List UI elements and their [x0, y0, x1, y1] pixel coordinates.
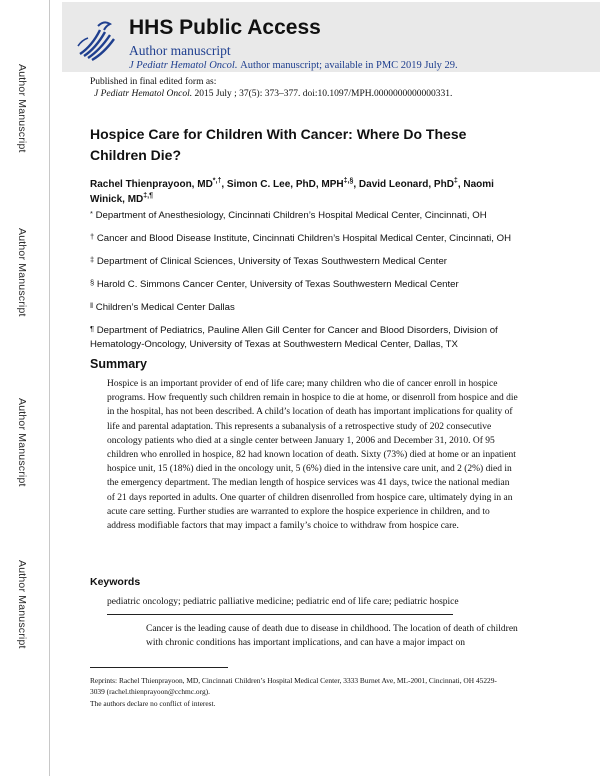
affiliation-item: [90, 276, 525, 292]
affiliation-mark: ¶: [90, 324, 95, 333]
publication-info: [90, 76, 452, 100]
body-paragraph: Cancer is the leading cause of death due to disease in childhood. The location of death of children with chronic conditions has important implications, and can have a major impact on: [146, 624, 518, 649]
header-subtitle: Author manuscript: [129, 43, 231, 58]
affiliation-mark: ‡: [90, 255, 95, 264]
author-separator: ,: [353, 179, 359, 190]
affiliation-mark: *: [90, 209, 93, 218]
affiliation-item: [90, 322, 525, 352]
author-separator: ,: [457, 179, 464, 190]
author-name: Naomi Winick, MD: [90, 179, 494, 205]
affiliation-mark: §: [90, 278, 95, 287]
author-separator: ,: [221, 179, 227, 190]
keywords-heading: Keywords: [90, 576, 141, 588]
affiliation-mark: †: [90, 232, 95, 241]
article-title: Hospice Care for Children With Cancer: Where Do These Children Die?: [90, 126, 467, 163]
author-affiliation-marks: *,†: [212, 177, 222, 185]
affiliation-text: Department of Clinical Sciences, University of Texas Southwestern Medical Center: [96, 256, 447, 267]
author-affiliation-marks: ‡,¶: [143, 192, 153, 200]
affiliation-list: [90, 207, 525, 359]
publication-details: 2015 July ; 37(5): 373–377. doi:10.1097/MPH.0000000000000331.: [194, 89, 453, 99]
summary-text: Hospice is an important provider of end of life care; many children who die of cancer enroll in hospice programs. How frequently such children remain in hospice to die at home, or disenroll from hospice and die in the hospital, has not been described. A child’s location of death has important implications for quality of life and parental adaptation. This represents a subanalysis of a retrospective study of 202 consecutive oncology patients who died at a single center between January 1, 2006 and December 31, 2010. Of 95 children who enrolled in hospice, 82 had known location of death. Sixty (73%) died at home or an inpatient hospice unit, 15 (18%) died in the oncology unit, 5 (6%) died in the intensive care unit, and 2 (2%) died in the emergency department. The median length of hospice services was 41 days, twice the national median of 21 days reported in adults. One quarter of children disenrolled from hospice care, ultimately dying in an acute care setting. Further studies are warranted to explore the hospice experience in children, and to address modifiable factors that may impact a family’s choice to withdraw from hospice care.: [107, 379, 518, 532]
margin-divider: [49, 0, 50, 776]
publication-label: Published in final edited form as:: [90, 77, 217, 87]
publication-journal: J Pediatr Hematol Oncol.: [94, 89, 193, 99]
affiliation-item: [90, 253, 525, 269]
affiliation-text: Cancer and Blood Disease Institute, Cincinnati Children’s Hospital Medical Center, Cincinnati, OH: [96, 233, 512, 244]
author-name: Simon C. Lee, PhD, MPH: [226, 179, 344, 190]
publication-citation: [90, 88, 452, 100]
affiliation-text: Harold C. Simmons Cancer Center, University of Texas Southwestern Medical Center: [96, 279, 459, 290]
author-name: David Leonard, PhD: [358, 179, 454, 190]
keywords-divider: [107, 614, 453, 615]
header-title: HHS Public Access: [129, 16, 321, 39]
hhs-eagle-logo-icon: [74, 16, 120, 62]
affiliation-mark: ‖: [90, 301, 94, 310]
author-list: [90, 177, 520, 207]
affiliation-item: [90, 207, 525, 223]
affiliation-text: Department of Anesthesiology, Cincinnati Children’s Hospital Medical Center, Cincinnati, OH: [95, 210, 487, 221]
margin-label: Author Manuscript: [16, 560, 28, 649]
affiliation-text: Children’s Medical Center Dallas: [95, 302, 235, 313]
footnotes: [90, 676, 510, 712]
affiliation-item: [90, 230, 525, 246]
keywords-text: pediatric oncology; pediatric palliative medicine; pediatric end of life care; pediatric hospice: [107, 597, 459, 607]
author-affiliation-marks: ‡: [453, 177, 458, 185]
header-citation: [129, 60, 458, 71]
affiliation-text: Department of Pediatrics, Pauline Allen Gill Center for Cancer and Blood Disorders, Division of Hematology-Oncology, University of Texas at Southwestern Medical Center, Dallas, TX: [90, 325, 498, 350]
header-journal: J Pediatr Hematol Oncol.: [129, 60, 238, 71]
footnote-divider: [90, 667, 228, 668]
header-availability: Author manuscript; available in PMC 2019 July 29.: [240, 60, 458, 71]
affiliation-item: [90, 299, 525, 315]
author-name: Rachel Thienprayoon, MD: [90, 179, 213, 190]
author-affiliation-marks: ‡,§: [343, 177, 354, 185]
summary-heading: Summary: [90, 357, 147, 371]
conflict-footnote: The authors declare no conflict of interest.: [90, 699, 216, 708]
margin-label: Author Manuscript: [16, 64, 28, 153]
margin-label: Author Manuscript: [16, 228, 28, 317]
hhs-header: [62, 2, 600, 72]
margin-label: Author Manuscript: [16, 398, 28, 487]
reprints-footnote: Reprints: Rachel Thienprayoon, MD, Cincinnati Children’s Hospital Medical Center, 3333 Burnet Ave, ML-2001, Cincinnati, OH 45229-3039 (rachel.thienprayoon@cchmc.org).: [90, 676, 497, 696]
